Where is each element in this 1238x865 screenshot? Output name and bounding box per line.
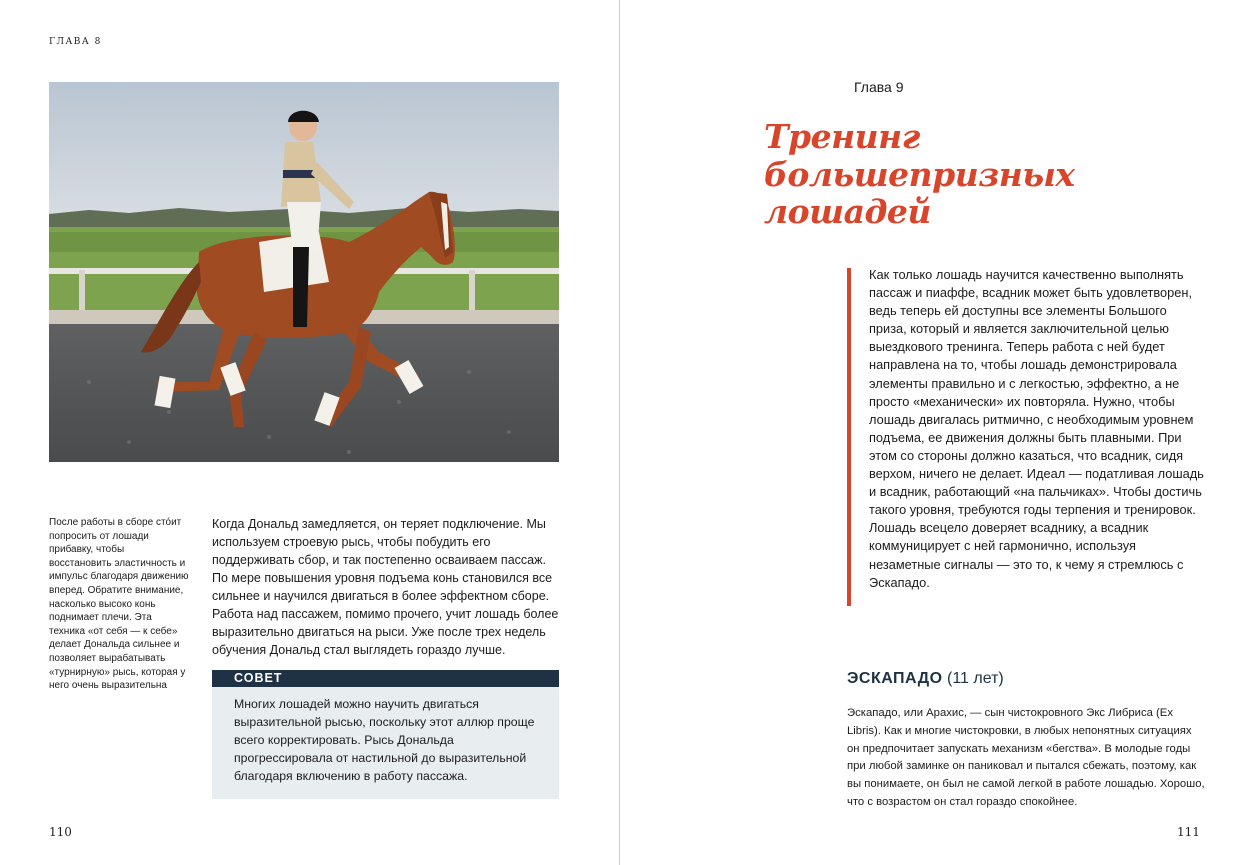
chapter-label: Глава 9 <box>854 79 904 95</box>
tip-box <box>212 687 559 799</box>
chapter-title <box>764 118 1184 231</box>
section-paragraph: Эскападо, или Арахис, — сын чистокровного Экс Либриса (Ex Libris). Как и многие чистокровки, в любых непонятных ситуациях он предпочитает запускать механизм «бегства». В молодые годы при любой заминке он паниковал и пытался сбежать, поэтому, как вы понимаете, он был не самой легкой в работе лошадью. Хорошо, что с возрастом он стал гораздо спокойнее. <box>847 707 1205 808</box>
chapter-title-line: большепризных <box>764 154 1075 194</box>
rider-horse-photo <box>49 82 559 462</box>
page-number-right: 111 <box>1177 825 1200 839</box>
section-heading-age: (11 лет) <box>947 670 1004 687</box>
chapter-title-line: лошадей <box>764 192 931 231</box>
intro-paragraph: Как только лошадь научится качественно выполнять пассаж и пиаффе, всадник может быть удовлетворен, ведь теперь ей доступны все элементы Большого приза, который и является заключительной целью выездкового тренинга. Теперь работа с ней будет направлена на то, чтобы лошадь демонстрировала элементы правильно и с легкостью, эффектно, а не просто «механически» их повторяла. Нужно, чтобы лошадь двигалась ритмично, с необходимым уровнем подъема, ее движения должны быть плавными. При этом со стороны должно казаться, что всадник, сидя верхом, ничего не делает. Идеал — податливая лошадь и всадник, работающий «на пальчиках». Чтобы достичь такого уровня, требуются годы терпения и тренировок. Лошадь всецело доверяет всаднику, а всадник коммуницирует с ней гармонично, используя незаметные сигналы — это то, к чему я стремлюсь с Эскападо. <box>869 267 1204 590</box>
tip-text: Многих лошадей можно научить двигаться выразительной рысью, поскольку этот аллюр проще всего корректировать. Рысь Дональда прогрессировала от настильной до выразительной благодаря включению в работу пассажа. <box>234 697 535 783</box>
intro-accent-rule <box>847 268 851 606</box>
right-page <box>620 0 1238 865</box>
page-number-left: 110 <box>49 825 72 839</box>
section-heading-name: ЭСКАПАДО <box>847 670 943 687</box>
photo-caption: После работы в сборе стóит попросить от лошади прибавку, чтобы восстановить эластичность и импульс благодаря движению вперед. Обратите внимание, насколько высоко конь поднимает плечи. Эта техника «от себя — к себе» делает Дональда сильнее и позволяет вырабатывать «турнирную» рысь, которая у него очень выразительна <box>49 517 189 692</box>
body-paragraph: Когда Дональд замедляется, он теряет подключение. Мы используем строевую рысь, чтобы побудить его поддерживать сбор, и так постепенно осваиваем пассаж. По мере повышения уровня подъема конь становился все сильнее и научился двигаться в более эффектном сборе. Работа над пассажем, помимо прочего, учит лошадь более выразительно двигаться на рыси. Уже после трех недель обучения Дональд стал выглядеть гораздо лучше. <box>212 517 559 657</box>
tip-label: СОВЕТ <box>234 671 283 685</box>
section-heading <box>847 670 1004 688</box>
tip-header <box>212 670 559 687</box>
running-head: ГЛАВА 8 <box>49 37 102 47</box>
chapter-title-line: Тренинг <box>764 117 920 156</box>
